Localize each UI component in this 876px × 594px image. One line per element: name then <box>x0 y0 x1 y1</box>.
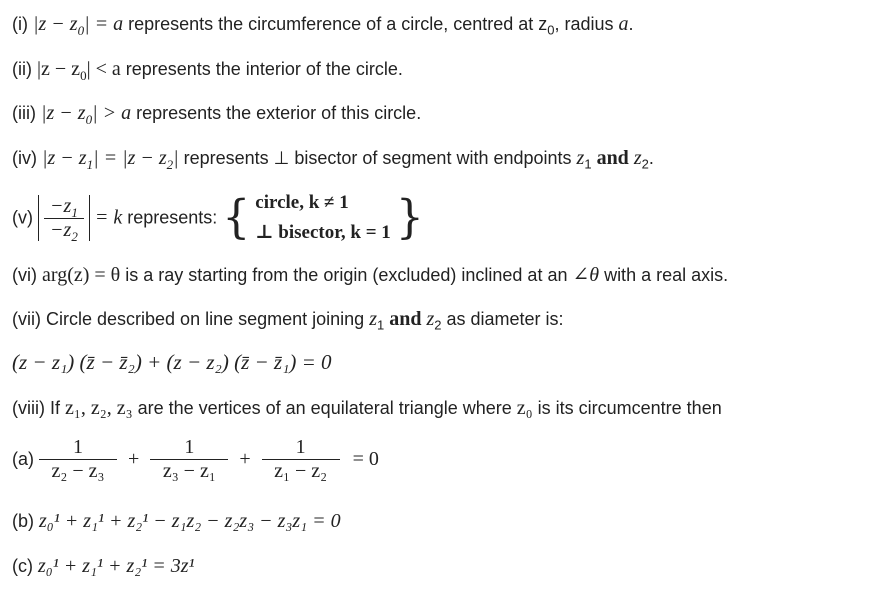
math-expression: = k <box>94 206 123 229</box>
item-text: represents the exterior of this circle. <box>131 103 422 123</box>
item-label: (iv) <box>12 148 37 168</box>
item-ii <box>12 57 403 81</box>
item-i: (i) $|z - z_0| = a$ represents the circumference of a circle, centred at $z_0$, radius a. <box>12 13 634 38</box>
item-iv: (iv) $|z - z_1| = |z - z_2|$ represents ⊥ bisector of segment with endpoints $z_1$ and $z_2$. <box>12 147 654 172</box>
circle-equation: (z − z₁) (z̄ − z̄₂) + (z − z₂) (z̄ − z̄₁) = 0 <box>12 350 332 374</box>
item-text: represents the circumference of a circle, centred at z <box>123 14 548 34</box>
item-label: (a) <box>12 449 34 469</box>
fraction: $\frac{-z_1}{-z_2}$ <box>44 195 84 242</box>
plus-sign: + <box>239 448 251 470</box>
math-expression: $|z - z_0| = a$ <box>33 13 124 38</box>
item-text: is a ray starting from the origin (excluded) inclined at an <box>120 265 573 285</box>
item-label: (i) <box>12 14 28 34</box>
item-viii: (viii) If z₁, z₂, z₃ are the vertices of an equilateral triangle where z₀ is its circumcentre then <box>12 397 722 419</box>
item-iii <box>12 101 421 125</box>
item-b <box>12 509 341 533</box>
item-v <box>12 188 424 248</box>
right-brace: } <box>395 190 424 245</box>
item-label: (ii) <box>12 59 32 79</box>
item-c <box>12 554 194 578</box>
item-text: represents ⊥ bisector of segment with endpoints <box>178 148 577 168</box>
left-brace: { <box>222 190 251 245</box>
item-label: (v) <box>12 207 33 228</box>
item-vi: (vi) arg(z) = θ is a ray starting from the origin (excluded) inclined at an ∠θ with a real axis. <box>12 264 729 286</box>
fraction: $\frac{1}{\text{z₃ − z₁}}$ <box>150 436 228 483</box>
item-text: represents: <box>122 207 223 228</box>
math-expression: $|z - z_1| = |z - z_2|$ <box>42 147 179 172</box>
item-label: (iii) <box>12 103 36 123</box>
item-vii: (vii) Circle described on line segment joining $z_1$ and $z_2$ as diameter is: <box>12 308 564 333</box>
equals-zero: = 0 <box>352 448 379 470</box>
abs-bar-left <box>38 195 39 241</box>
fraction: $\frac{1}{\text{z₁ − z₂}}$ <box>262 436 340 483</box>
item-text: Circle described on line segment joining <box>41 309 370 329</box>
fraction: $\frac{1}{\text{z₂ − z₃}}$ <box>39 436 117 483</box>
item-text: represents the interior of the circle. <box>120 59 403 79</box>
math-expression: z₀¹ + z₁¹ + z₂¹ = 3z¹ <box>38 555 195 577</box>
item-label: (viii) <box>12 398 45 418</box>
cases: circle, k ≠ 1 ⊥ bisector, k = 1 <box>255 192 391 243</box>
math-expression: arg(z) = θ <box>42 264 121 286</box>
item-label: (b) <box>12 511 34 531</box>
abs-bar-right <box>89 195 90 241</box>
item-label: (vi) <box>12 265 37 285</box>
item-label: (vii) <box>12 309 41 329</box>
plus-sign: + <box>128 448 140 470</box>
item-a <box>12 436 379 483</box>
math-expression: $|z - z_0| > a$ <box>41 102 132 127</box>
math-expression: $|z - z_0| < a$ <box>37 58 121 83</box>
item-label: (c) <box>12 556 33 576</box>
math-expression: z₀¹ + z₁¹ + z₂¹ − z₁z₂ − z₂z₃ − z₃z₁ = 0 <box>39 510 341 532</box>
